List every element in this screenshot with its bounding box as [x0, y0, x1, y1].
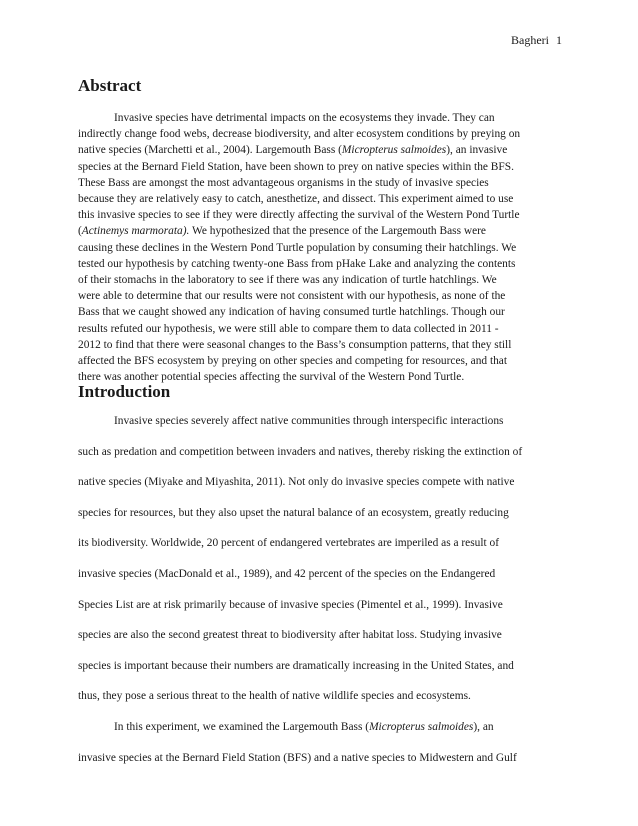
text-line: there was another potential species affecting the survival of the Western Pond Turtle. [78, 371, 465, 384]
abstract-heading: Abstract [78, 76, 142, 95]
species-name: Micropterus salmoides [369, 720, 474, 733]
text-line: causing these declines in the Western Pond Turtle population by consuming their hatchlings. We [78, 241, 517, 254]
text-line: results refuted our hypothesis, we were still able to compare them to data collected in 2011 - [78, 322, 499, 335]
text-line: such as predation and competition between invaders and natives, thereby risking the extinction of [78, 445, 523, 458]
text-line: because they are relatively easy to catch, anesthetize, and dissect. This experiment aimed to use [78, 193, 514, 206]
text-line: native species (Marchetti et al., 2004). Largemouth Bass (Micropterus salmoides), an invasive [78, 144, 508, 157]
text-line: this invasive species to see if they were directly affecting the survival of the Western Pond Turtle [78, 209, 520, 222]
text-line: Invasive species have detrimental impacts on the ecosystems they invade. They can [114, 112, 495, 124]
text-line: Invasive species severely affect native communities through interspecific interactions [114, 415, 504, 427]
text-line: affected the BFS ecosystem by preying on other species and competing for resources, and that [78, 355, 508, 368]
text-line: its biodiversity. Worldwide, 20 percent of endangered vertebrates are imperiled as a result of [78, 537, 500, 550]
species-name: Actinemys marmorata). [81, 225, 190, 238]
text-line: Bass that we caught showed any indication of having consumed turtle hatchlings. Though our [78, 306, 505, 319]
introduction-heading: Introduction [78, 382, 171, 401]
text-line: species at the Bernard Field Station, have been shown to prey on native species within the BFS. [78, 160, 514, 173]
species-name: Micropterus salmoides [341, 144, 447, 157]
text-line: species are also the second greatest threat to biodiversity after habitat loss. Studying invasive [78, 629, 502, 642]
text-line: These Bass are amongst the most advantageous organisms in the study of invasive species [78, 176, 489, 189]
text-line: native species (Miyake and Miyashita, 2011). Not only do invasive species compete with native [78, 476, 515, 489]
text-line: invasive species at the Bernard Field Station (BFS) and a native species to Midwestern and Gulf [78, 751, 517, 764]
running-header [511, 33, 562, 48]
text-line: thus, they pose a serious threat to the health of native wildlife species and ecosystems. [78, 690, 471, 703]
abstract-body [78, 110, 562, 385]
text-line: invasive species (MacDonald et al., 1989), and 42 percent of the species on the Endangered [78, 567, 496, 580]
text-line: of their stomachs in the laboratory to see if there was any indication of turtle hatchlings. We [78, 274, 497, 287]
text-line: Species List are at risk primarily because of invasive species (Pimentel et al., 1999). Invasive [78, 598, 503, 611]
header-page-number: 1 [556, 33, 562, 47]
text-line: species is important because their numbers are dramatically increasing in the United States, and [78, 659, 514, 672]
text-line: indirectly change food webs, decrease biodiversity, and alter ecosystem conditions by preying on [78, 128, 521, 141]
header-author: Bagheri [511, 33, 549, 47]
text-line: (Actinemys marmorata). We hypothesized that the presence of the Largemouth Bass were [78, 225, 486, 238]
text-line: In this experiment, we examined the Largemouth Bass (Micropterus salmoides), an [114, 720, 494, 733]
text-line: tested our hypothesis by catching twenty-one Bass from pHake Lake and analyzing the contents [78, 257, 516, 270]
text-line: were able to determine that our results were not consistent with our hypothesis, as none of the [78, 290, 506, 303]
text-line: species for resources, but they also upset the natural balance of an ecosystem, greatly reducing [78, 506, 509, 519]
introduction-body [78, 406, 562, 773]
text-line: 2012 to find that there were seasonal changes to the Bass’s consumption patterns, that they still [78, 338, 512, 351]
